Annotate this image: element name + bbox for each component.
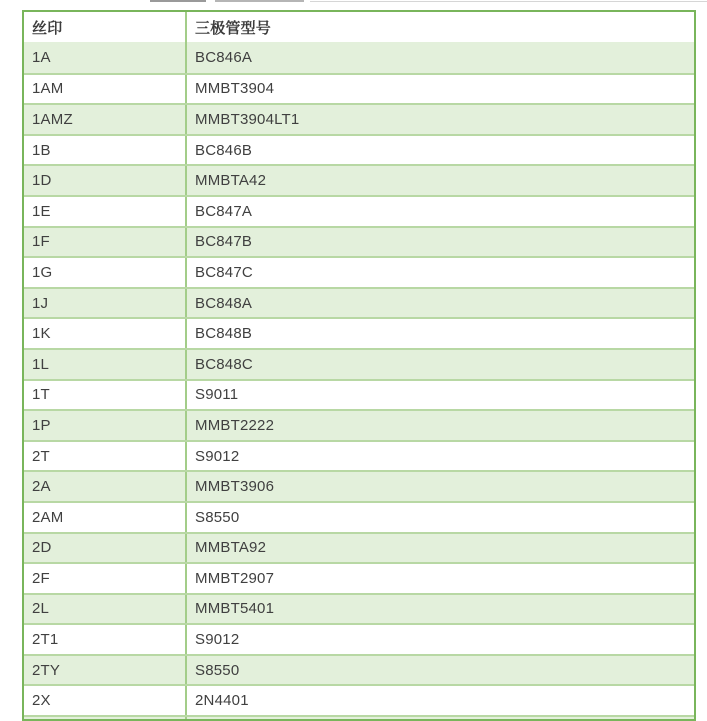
model-cell bbox=[187, 717, 694, 721]
table-header-row bbox=[24, 12, 694, 42]
table-row bbox=[24, 164, 694, 195]
marking-cell: 2A bbox=[24, 472, 187, 501]
model-cell: S8550 bbox=[195, 508, 240, 526]
table-row bbox=[24, 226, 694, 257]
model-cell: BC848C bbox=[195, 355, 253, 373]
model-cell: BC848A bbox=[195, 294, 253, 312]
table-row bbox=[24, 287, 694, 318]
marking-cell: 2D bbox=[24, 534, 187, 563]
table-row bbox=[24, 256, 694, 287]
table-row bbox=[24, 317, 694, 348]
marking-cell: 1J bbox=[24, 289, 187, 318]
clipped-content-line bbox=[215, 0, 304, 2]
table-row-partial bbox=[24, 715, 694, 721]
marking-cell: 2TY bbox=[24, 656, 187, 685]
marking-cell: 1AM bbox=[24, 75, 187, 104]
model-cell: BC848B bbox=[195, 325, 253, 343]
marking-cell: 2F bbox=[24, 564, 187, 593]
model-cell: MMBT3906 bbox=[195, 478, 275, 496]
marking-cell: 2T bbox=[24, 442, 187, 471]
table-row bbox=[24, 103, 694, 134]
marking-cell: 1A bbox=[24, 42, 187, 73]
table-row bbox=[24, 409, 694, 440]
model-cell: S8550 bbox=[195, 661, 240, 679]
model-cell: MMBTA42 bbox=[195, 172, 267, 190]
table-row bbox=[24, 440, 694, 471]
marking-code-table bbox=[22, 10, 696, 721]
marking-cell: 1AMZ bbox=[24, 105, 187, 134]
model-cell: BC846B bbox=[195, 141, 253, 159]
model-cell: 2N4401 bbox=[195, 692, 249, 710]
marking-cell: 1T bbox=[24, 381, 187, 410]
model-cell: S9012 bbox=[195, 631, 240, 649]
clipped-content-line bbox=[150, 0, 206, 2]
table-row bbox=[24, 654, 694, 685]
marking-cell: 1F bbox=[24, 228, 187, 257]
model-cell: MMBT5401 bbox=[195, 600, 275, 618]
model-cell: BC847B bbox=[195, 233, 253, 251]
marking-cell: 1L bbox=[24, 350, 187, 379]
marking-cell: 1B bbox=[24, 136, 187, 165]
model-cell: BC846A bbox=[195, 48, 253, 66]
table-row bbox=[24, 379, 694, 410]
table-row bbox=[24, 134, 694, 165]
marking-cell bbox=[24, 717, 187, 721]
marking-cell: 2L bbox=[24, 595, 187, 624]
marking-cell: 2X bbox=[24, 686, 187, 715]
marking-cell: 2AM bbox=[24, 503, 187, 532]
model-cell: MMBT2222 bbox=[195, 416, 275, 434]
model-cell: MMBTA92 bbox=[195, 539, 267, 557]
table-row bbox=[24, 501, 694, 532]
marking-cell: 1P bbox=[24, 411, 187, 440]
model-cell: BC847C bbox=[195, 263, 253, 281]
model-cell: S9011 bbox=[195, 386, 239, 404]
model-cell: S9012 bbox=[195, 447, 240, 465]
marking-cell: 2T1 bbox=[24, 625, 187, 654]
table-row bbox=[24, 532, 694, 563]
table-row bbox=[24, 470, 694, 501]
table-row bbox=[24, 73, 694, 104]
table-row bbox=[24, 348, 694, 379]
model-cell: MMBT3904LT1 bbox=[195, 110, 300, 128]
table-row bbox=[24, 562, 694, 593]
table-row bbox=[24, 684, 694, 715]
column-header-model: 三极管型号 bbox=[195, 19, 272, 37]
table-row bbox=[24, 593, 694, 624]
clipped-content-line bbox=[310, 1, 707, 2]
marking-cell: 1E bbox=[24, 197, 187, 226]
model-cell: BC847A bbox=[195, 202, 253, 220]
model-cell: MMBT3904 bbox=[195, 80, 275, 98]
column-header-marking: 丝印 bbox=[24, 12, 187, 42]
model-cell: MMBT2907 bbox=[195, 569, 275, 587]
marking-cell: 1D bbox=[24, 166, 187, 195]
marking-cell: 1K bbox=[24, 319, 187, 348]
table-row bbox=[24, 195, 694, 226]
table-row bbox=[24, 623, 694, 654]
marking-cell: 1G bbox=[24, 258, 187, 287]
table-row bbox=[24, 42, 694, 73]
